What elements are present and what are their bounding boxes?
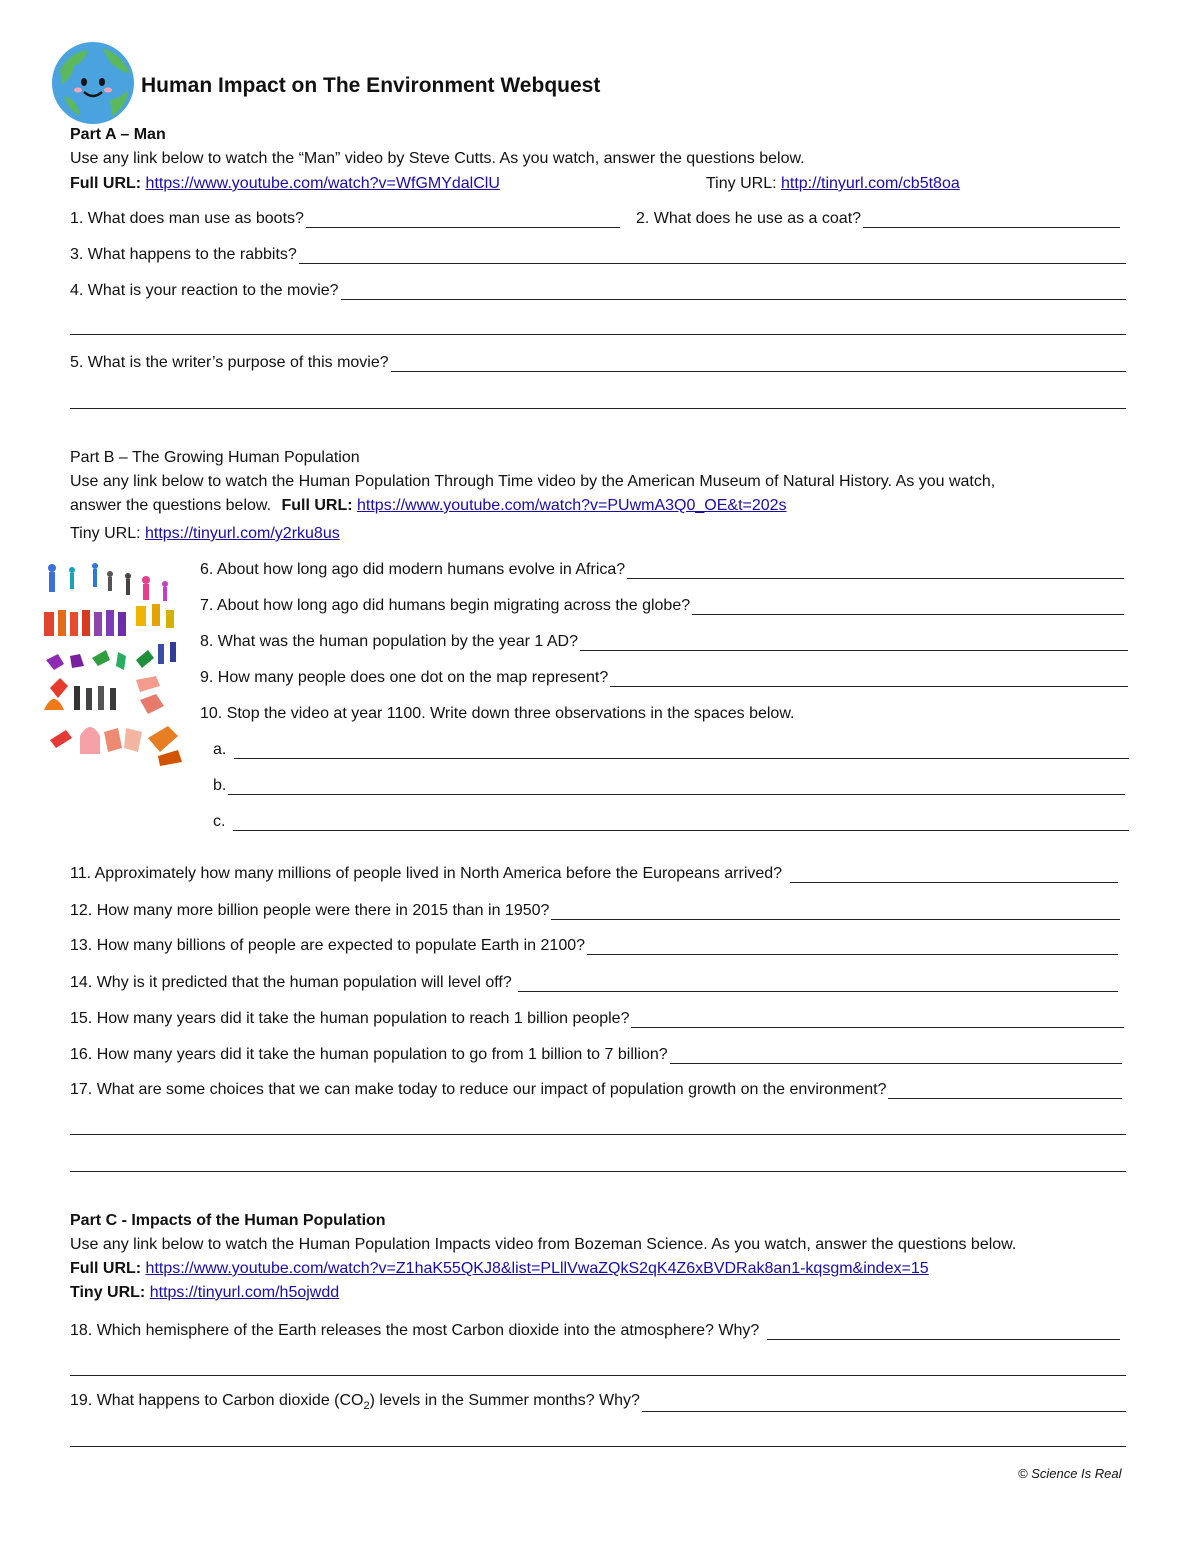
answer-line-4b[interactable] [70, 334, 1126, 335]
answer-blank-19[interactable] [642, 1397, 1126, 1412]
question-8: 8. What was the human population by the year 1 AD? [200, 633, 1128, 651]
tiny-url-label: Tiny URL: [70, 1284, 146, 1301]
answer-blank-12[interactable] [551, 905, 1120, 920]
question-10: 10. Stop the video at year 1100. Write down three observations in the spaces below. [200, 705, 795, 722]
part-c-instructions: Use any link below to watch the Human Population Impacts video from Bozeman Science. As you watch, answer the questions below. [70, 1236, 1017, 1253]
observation-b-blank[interactable] [228, 780, 1125, 795]
part-a-tiny-url-row [706, 175, 960, 193]
full-url-label: Full URL: [281, 497, 353, 514]
answer-line-19b[interactable] [70, 1446, 1126, 1447]
question-13: 13. How many billions of people are expected to populate Earth in 2100? [70, 937, 1118, 955]
question-3: 3. What happens to the rabbits? [70, 246, 1126, 264]
observation-b: b. [213, 777, 1125, 795]
question-4: 4. What is your reaction to the movie? [70, 282, 1126, 300]
answer-blank-9[interactable] [610, 672, 1128, 687]
answer-line-5b[interactable] [70, 408, 1126, 409]
question-19: 19. What happens to Carbon dioxide $(CO_2)$ levels in the Summer months? Why? [70, 1392, 1126, 1412]
answer-blank-6[interactable] [627, 564, 1124, 579]
full-url-label: Full URL: [70, 175, 142, 192]
answer-blank-1[interactable] [306, 213, 620, 228]
person-figure-icon [44, 563, 182, 766]
tiny-url-label: Tiny URL: [706, 175, 777, 192]
part-a-heading: Part A – Man [70, 126, 166, 143]
observation-c-blank[interactable] [233, 816, 1129, 831]
question-7: 7. About how long ago did humans begin migrating across the globe? [200, 597, 1124, 615]
part-a-instructions: Use any link below to watch the “Man” video by Steve Cutts. As you watch, answer the questions below. [70, 150, 805, 167]
part-c-tiny-url-row [70, 1284, 339, 1302]
part-a-full-url-row [70, 175, 500, 193]
answer-blank-11[interactable] [790, 868, 1118, 883]
copyright-note: © Science Is Real [1018, 1466, 1122, 1481]
part-c-full-url-row [70, 1260, 929, 1278]
part-a-full-url-link[interactable]: https://www.youtube.com/watch?v=WfGMYdalClU [145, 175, 500, 192]
part-b-tiny-url-row [70, 525, 340, 543]
earth-logo-icon [50, 40, 136, 126]
answer-blank-8[interactable] [580, 636, 1128, 651]
part-b-heading: Part B – The Growing Human Population [70, 449, 360, 466]
part-b-instructions-2-row: answer the questions below. Full URL: https://www.youtube.com/watch?v=PUwmA3Q0_OE&t=202s [70, 497, 787, 514]
part-a-tiny-url-link[interactable]: http://tinyurl.com/cb5t8oa [780, 175, 960, 192]
question-12: 12. How many more billion people were there in 2015 than in 1950? [70, 902, 1120, 920]
question-11: 11. Approximately how many millions of people lived in North America before the Europeans arrived? [70, 865, 1118, 883]
tiny-url-label: Tiny URL: [70, 525, 141, 542]
question-18: 18. Which hemisphere of the Earth releases the most Carbon dioxide into the atmosphere? Why? [70, 1322, 1120, 1340]
observation-a: a. [213, 741, 1129, 759]
answer-blank-14[interactable] [518, 977, 1118, 992]
question-16: 16. How many years did it take the human population to go from 1 billion to 7 billion? [70, 1046, 1122, 1064]
question-14: 14. Why is it predicted that the human population will level off? [70, 974, 1118, 992]
answer-blank-3[interactable] [299, 249, 1126, 264]
answer-blank-7[interactable] [692, 600, 1124, 615]
observation-a-blank[interactable] [234, 744, 1129, 759]
page-title: Human Impact on The Environment Webquest [141, 74, 601, 97]
observation-c: c. [213, 813, 1129, 831]
part-c-full-url-link[interactable]: https://www.youtube.com/watch?v=Z1haK55QKJ8&list=PLllVwaZQkS2qK4Z6xBVDRak8an1-kqsgm&index=15 [145, 1260, 929, 1277]
answer-blank-17[interactable] [888, 1084, 1122, 1099]
answer-blank-13[interactable] [587, 940, 1118, 955]
answer-blank-16[interactable] [670, 1049, 1122, 1064]
answer-blank-15[interactable] [631, 1013, 1124, 1028]
answer-line-18b[interactable] [70, 1375, 1126, 1376]
part-b-instructions-1: Use any link below to watch the Human Population Through Time video by the American Museum of Natural History. As you watch, [70, 473, 996, 490]
part-b-full-url-link[interactable]: https://www.youtube.com/watch?v=PUwmA3Q0_OE&t=202s [357, 497, 787, 514]
part-c-heading: Part C - Impacts of the Human Population [70, 1212, 386, 1229]
answer-blank-18[interactable] [767, 1325, 1120, 1340]
answer-blank-4[interactable] [341, 285, 1126, 300]
question-1: 1. What does man use as boots? [70, 210, 620, 228]
answer-line-17b[interactable] [70, 1134, 1126, 1135]
answer-line-17c[interactable] [70, 1171, 1126, 1172]
question-17: 17. What are some choices that we can make today to reduce our impact of population growth on the environment? [70, 1081, 1122, 1099]
question-6: 6. About how long ago did modern humans evolve in Africa? [200, 561, 1124, 579]
question-9: 9. How many people does one dot on the map represent? [200, 669, 1128, 687]
answer-blank-2[interactable] [863, 213, 1120, 228]
question-2: 2. What does he use as a coat? [636, 210, 1120, 228]
question-15: 15. How many years did it take the human population to reach 1 billion people? [70, 1010, 1124, 1028]
question-5: 5. What is the writer’s purpose of this movie? [70, 354, 1126, 372]
people-silhouettes-image [40, 560, 185, 770]
part-b-tiny-url-link[interactable]: https://tinyurl.com/y2rku8us [144, 525, 340, 542]
answer-blank-5[interactable] [391, 357, 1126, 372]
part-c-tiny-url-link[interactable]: https://tinyurl.com/h5ojwdd [149, 1284, 340, 1301]
full-url-label: Full URL: [70, 1260, 142, 1277]
